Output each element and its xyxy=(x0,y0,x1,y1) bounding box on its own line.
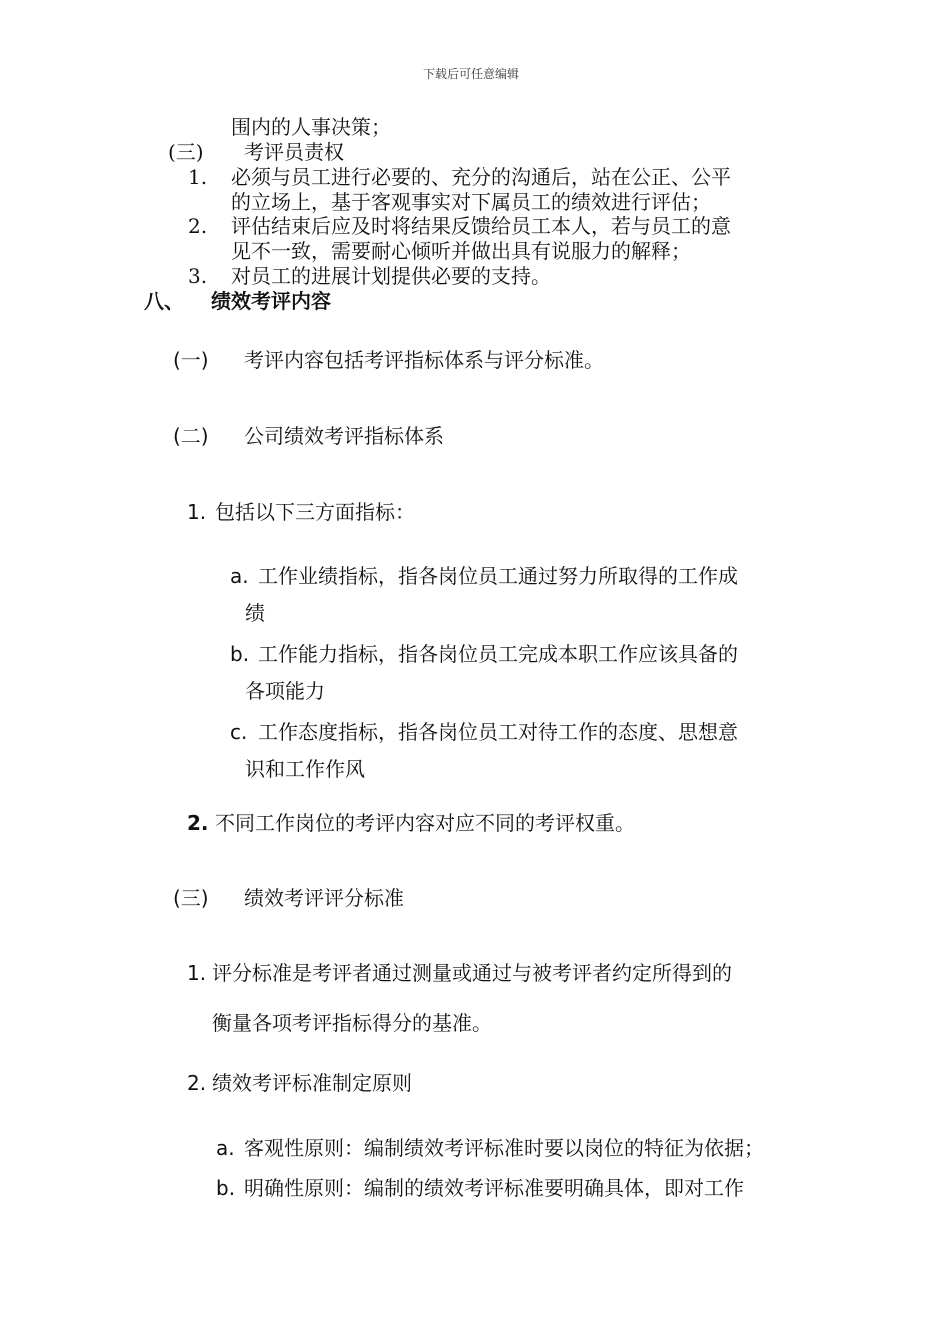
section-heading: 考评员责权 xyxy=(244,140,344,164)
list-number: 2. xyxy=(188,214,208,238)
section-heading: 绩效考评评分标准 xyxy=(244,886,404,910)
sub-item-line: 工作业绩指标，指各岗位员工通过努力所取得的工作成 xyxy=(258,564,738,588)
sub-item-text: 客观性原则：编制绩效考评标准时要以岗位的特征为依据； xyxy=(244,1136,764,1160)
sub-item-letter: a. xyxy=(216,1136,235,1160)
sub-item-line: 识和工作作风 xyxy=(245,757,365,781)
list-number: 1. xyxy=(187,500,207,524)
sub-item-letter: c. xyxy=(230,720,248,744)
chapter-title: 绩效考评内容 xyxy=(211,289,331,313)
list-item-line: 评估结束后应及时将结果反馈给员工本人，若与员工的意 xyxy=(231,214,731,238)
page-header-note: 下载后可任意编辑 xyxy=(423,67,520,81)
section-number: (三) xyxy=(168,140,204,164)
list-number: 2. xyxy=(187,1071,207,1095)
sub-item-line: 绩 xyxy=(245,601,265,625)
list-number: 1. xyxy=(188,165,208,189)
list-item-line: 评分标准是考评者通过测量或通过与被考评者约定所得到的 xyxy=(212,961,732,985)
sub-item-text: 明确性原则：编制的绩效考评标准要明确具体，即对工作 xyxy=(244,1176,744,1200)
chapter-number: 八、 xyxy=(144,289,184,313)
sub-item-line: 各项能力 xyxy=(245,679,325,703)
list-item-line: 的立场上，基于客观事实对下属员工的绩效进行评估； xyxy=(231,190,711,214)
list-item-line: 见不一致，需要耐心倾听并做出具有说服力的解释； xyxy=(231,239,691,263)
section-heading: 公司绩效考评指标体系 xyxy=(244,424,444,448)
sub-item-letter: b. xyxy=(230,642,250,666)
section-number: (一) xyxy=(173,348,209,372)
sub-item-letter: a. xyxy=(230,564,249,588)
list-number: 3. xyxy=(188,264,208,288)
sub-item-letter: b. xyxy=(216,1176,236,1200)
list-item-text: 不同工作岗位的考评内容对应不同的考评权重。 xyxy=(215,811,635,835)
list-item-text: 包括以下三方面指标： xyxy=(215,500,415,524)
section-number: (三) xyxy=(173,886,209,910)
list-number: 2. xyxy=(187,811,209,835)
continued-line: 围内的人事决策； xyxy=(231,115,391,139)
sub-item-line: 工作能力指标，指各岗位员工完成本职工作应该具备的 xyxy=(258,642,738,666)
list-item-line: 必须与员工进行必要的、充分的沟通后，站在公正、公平 xyxy=(231,165,731,189)
list-number: 1. xyxy=(187,961,207,985)
section-text: 考评内容包括考评指标体系与评分标准。 xyxy=(244,348,604,372)
section-number: (二) xyxy=(173,424,209,448)
sub-item-line: 工作态度指标，指各岗位员工对待工作的态度、思想意 xyxy=(258,720,738,744)
list-item-line: 对员工的进展计划提供必要的支持。 xyxy=(231,264,551,288)
list-item-text: 绩效考评标准制定原则 xyxy=(212,1071,412,1095)
list-item-line: 衡量各项考评指标得分的基准。 xyxy=(212,1011,492,1035)
